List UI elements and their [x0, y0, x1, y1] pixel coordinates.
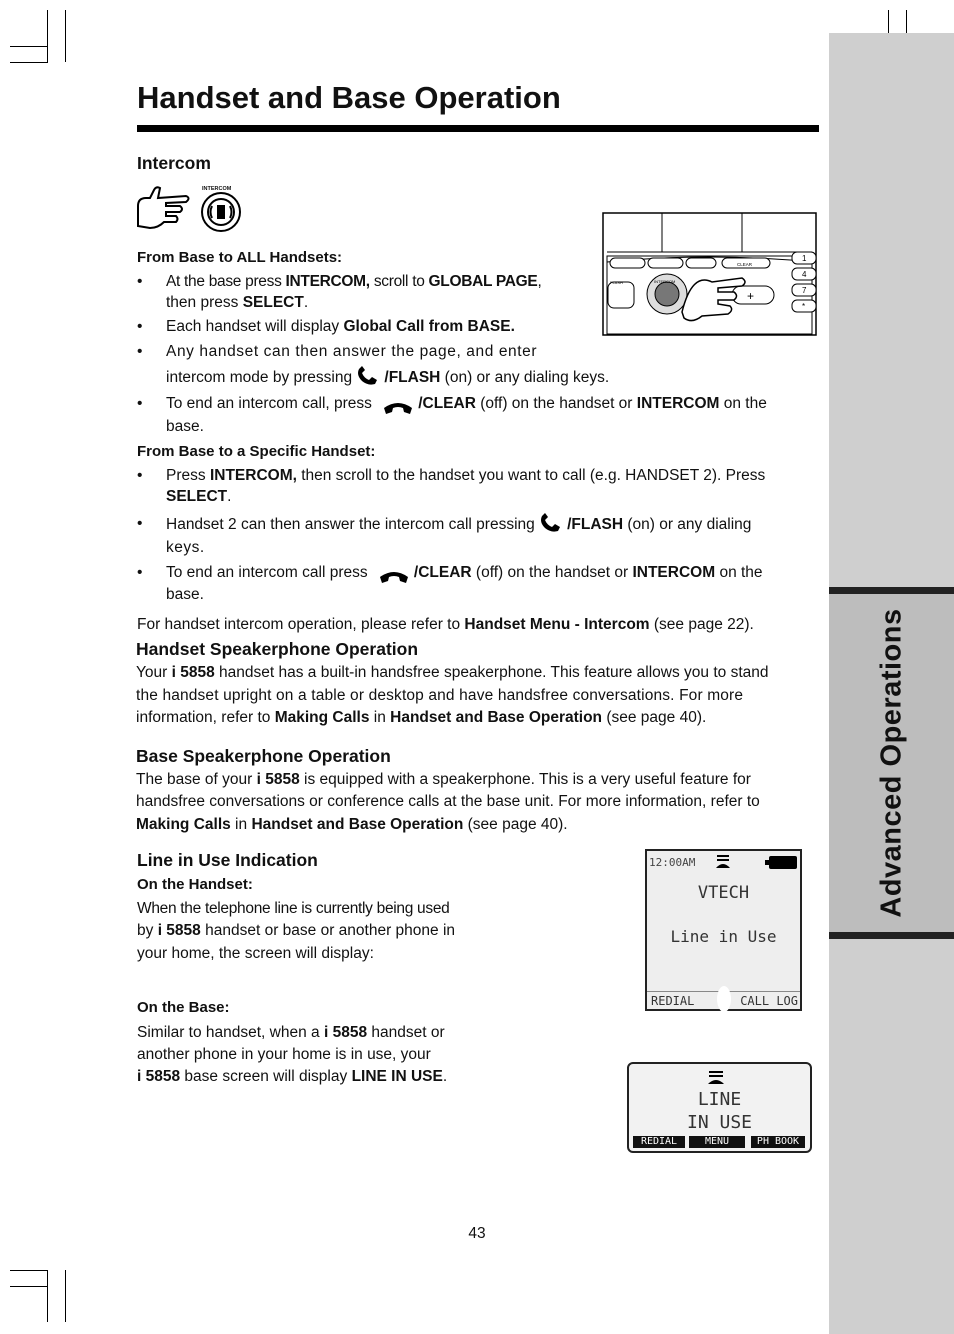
list-item-continuation: base. — [166, 418, 204, 435]
digit-key-4: 4 — [802, 270, 807, 279]
line-in-use-icon — [715, 854, 733, 870]
specific-handset-heading: From Base to a Specific Handset: — [137, 443, 376, 460]
digit-key-7: 7 — [802, 286, 807, 295]
softkey-call-log[interactable]: CALL LOG — [740, 994, 798, 1008]
handset-speakerphone-line: Your i 5858 handset has a built-in handsfree speakerphone. This feature allows you to stand — [136, 664, 769, 681]
intercom-heading: Intercom — [137, 153, 211, 173]
phone-off-icon — [378, 565, 414, 585]
on-base-heading: On the Base: — [137, 999, 230, 1016]
phone-on-icon — [539, 513, 567, 533]
intercom-icon-label: INTERCOM — [202, 186, 232, 192]
line-in-use-icon — [707, 1070, 727, 1086]
base-softkey-menu[interactable]: MENU — [689, 1136, 745, 1148]
base-softkey-phonebook[interactable]: PH BOOK — [751, 1136, 805, 1148]
base-screen-line1: LINE — [697, 1089, 742, 1110]
base-speakerphone-line: handsfree conversations or conference calls at the base unit. For more information, refer to — [136, 793, 760, 810]
flash-key-label: FLASH — [610, 280, 623, 285]
handset-speakerphone-heading: Handset Speakerphone Operation — [136, 639, 419, 659]
page-title: Handset and Base Operation — [137, 80, 561, 115]
phone-on-icon — [356, 366, 384, 386]
battery-icon — [765, 855, 799, 871]
svg-text:+: + — [747, 289, 755, 303]
phone-off-icon — [382, 396, 418, 416]
title-rule — [137, 125, 819, 132]
base-softkey-redial[interactable]: REDIAL — [633, 1136, 685, 1148]
on-base-line: Similar to handset, when a i 5858 handset or — [137, 1024, 445, 1041]
handset-screen-illustration — [645, 849, 802, 1011]
list-item-continuation: keys. — [166, 539, 205, 556]
on-base-line: another phone in your home is in use, your — [137, 1046, 431, 1063]
base-screen-line2: IN USE — [686, 1112, 753, 1133]
base-speakerphone-line: The base of your i 5858 is equipped with a speakerphone. This is a very useful feature for — [136, 771, 751, 788]
intercom-icon-group — [136, 184, 246, 234]
on-handset-line: by i 5858 handset or base or another phone in — [137, 922, 456, 939]
base-speakerphone-line: Making Calls in Handset and Base Operation (see page 40). — [136, 816, 568, 833]
digit-key-star: * — [802, 302, 806, 311]
handset-speakerphone-line: the handset upright on a table or desktop and have handsfree conversations. For more — [136, 687, 744, 704]
intercom-key-label: INTERCOM — [654, 279, 676, 284]
line-in-use-heading: Line in Use Indication — [137, 850, 318, 870]
on-handset-line: When the telephone line is currently being used — [137, 900, 450, 917]
on-base-line: i 5858 base screen will display LINE IN USE. — [137, 1068, 448, 1085]
handset-speakerphone-line: information, refer to Making Calls in Handset and Base Operation (see page 40). — [136, 709, 707, 726]
base-screen-illustration — [627, 1062, 812, 1153]
on-handset-line: your home, the screen will display: — [137, 945, 374, 962]
handset-screen-status: Line in Use — [670, 927, 777, 946]
clear-key-label: CLEAR — [737, 262, 753, 267]
softkey-redial[interactable]: REDIAL — [651, 994, 695, 1008]
handset-screen-time: 12:00AM — [649, 856, 696, 869]
on-handset-heading: On the Handset: — [137, 876, 253, 893]
section-tab — [829, 587, 954, 939]
handset-screen-name: VTECH — [697, 883, 750, 903]
list-item-continuation: intercom mode by pressing /FLASH (on) or any dialing keys. — [166, 366, 609, 390]
digit-key-1: 1 — [802, 254, 807, 263]
section-tab-label: Advanced Operations — [875, 608, 907, 918]
base-unit-illustration — [602, 212, 818, 337]
intercom-reference: For handset intercom operation, please refer to Handset Menu - Intercom (see page 22). — [137, 616, 754, 633]
list-item-continuation: SELECT. — [166, 488, 232, 505]
list-item-continuation: then press SELECT. — [166, 294, 309, 311]
handset-softkey-bar — [647, 991, 800, 1010]
intercom-button-icon — [200, 192, 244, 232]
page-number: 43 — [468, 1225, 486, 1242]
all-handsets-heading: From Base to ALL Handsets: — [137, 249, 343, 266]
base-speakerphone-heading: Base Speakerphone Operation — [136, 746, 391, 766]
list-item-continuation: base. — [166, 586, 204, 603]
